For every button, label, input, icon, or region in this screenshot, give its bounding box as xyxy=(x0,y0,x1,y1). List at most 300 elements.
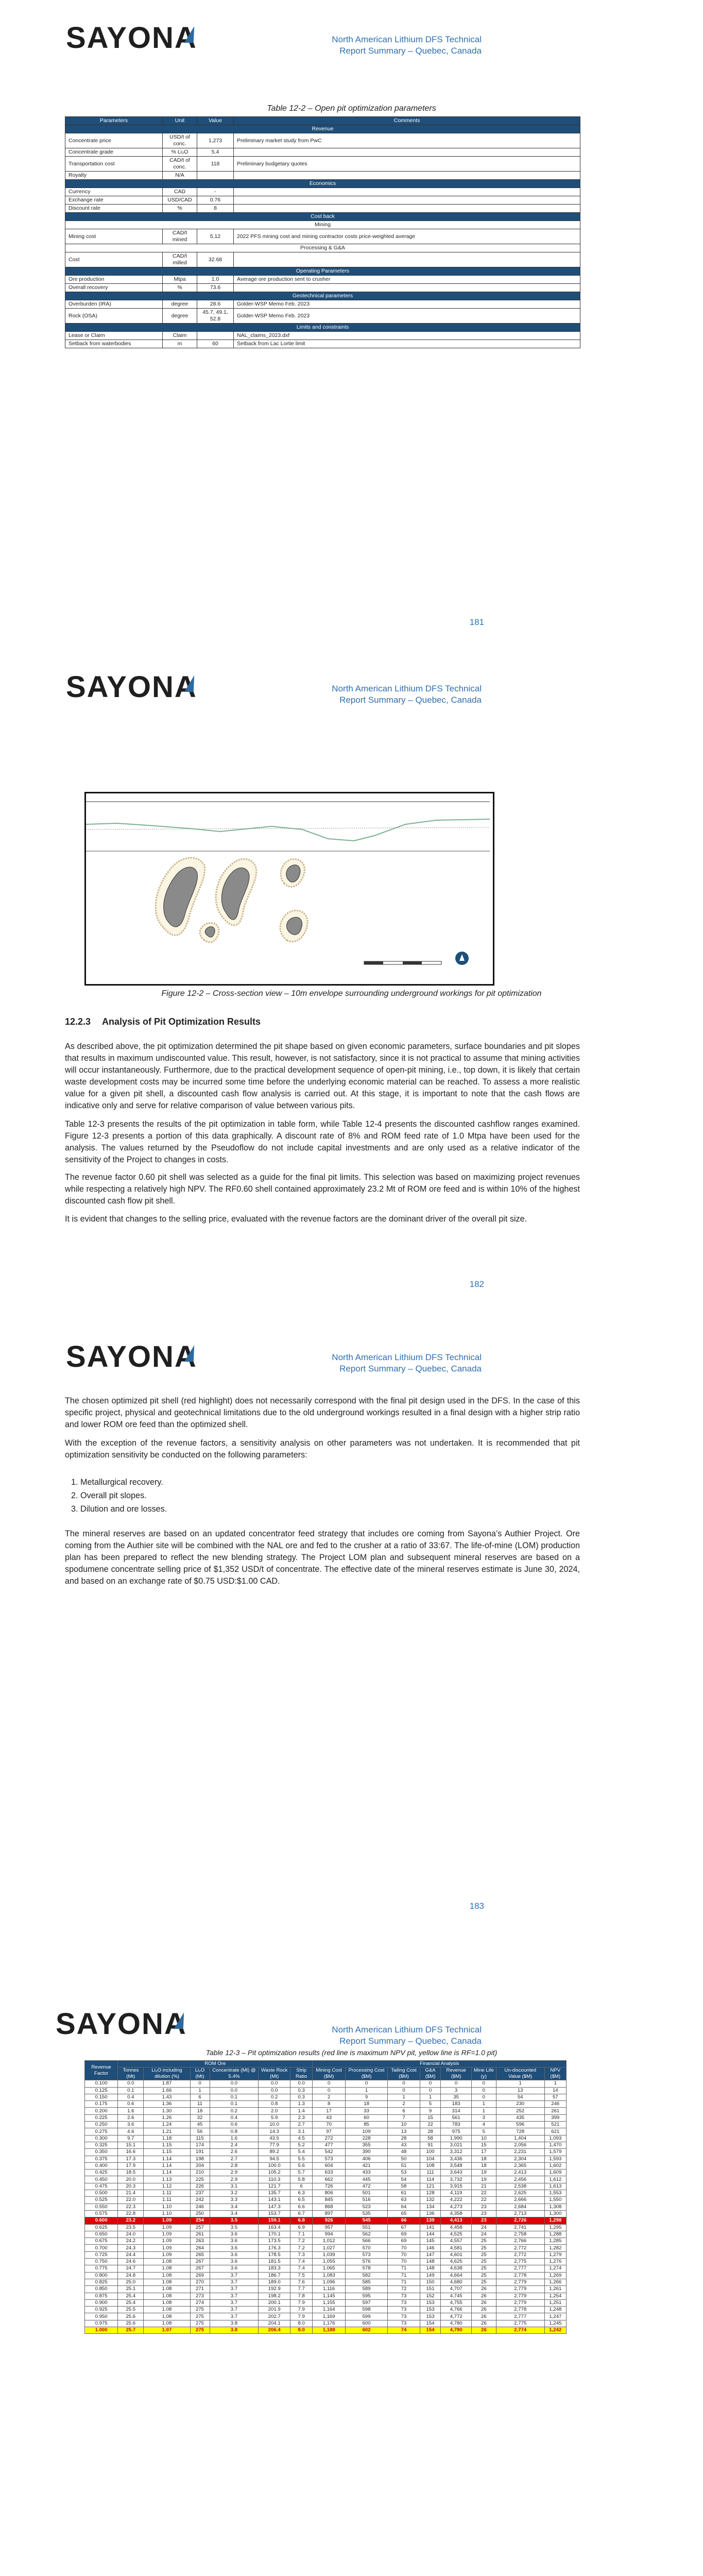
table-cell: 3.6 xyxy=(210,2265,259,2272)
table-cell: 25.0 xyxy=(118,2279,144,2285)
section-title: Revenue xyxy=(65,125,580,133)
table-cell: 2,775 xyxy=(496,2259,544,2265)
table-cell: 2,713 xyxy=(496,2210,544,2217)
section-title: Processing & G&A xyxy=(65,244,580,252)
table-cell: 1.4 xyxy=(290,2108,312,2114)
table-cell: 25 xyxy=(471,2265,496,2272)
table-cell: 115 xyxy=(190,2135,210,2142)
table-cell: 0 xyxy=(471,2080,496,2087)
table-cell: 3,312 xyxy=(441,2149,471,2156)
table-cell: 3.7 xyxy=(210,2293,259,2299)
table-caption: Table 12-3 – Pit optimization results (red line is maximum NPV pit, yellow line is RF=1.0 pit) xyxy=(205,2048,498,2057)
section-title: Mining xyxy=(65,221,580,229)
table-cell: degree xyxy=(163,300,197,309)
table-cell: 3.7 xyxy=(210,2313,259,2320)
table-cell: 114 xyxy=(420,2176,441,2183)
table-cell: 4,525 xyxy=(441,2231,471,2238)
table-cell: CAD/t of conc. xyxy=(163,157,197,172)
table-cell: 3.6 xyxy=(210,2251,259,2258)
table-cell: 237 xyxy=(190,2190,210,2197)
table-cell: 1.10 xyxy=(144,2204,190,2210)
table-cell: 0 xyxy=(313,2087,345,2094)
table-cell: 7.3 xyxy=(290,2251,312,2258)
table-cell: 201.9 xyxy=(259,2307,290,2313)
col-header: Parameters xyxy=(65,117,163,125)
table-cell: 257 xyxy=(190,2224,210,2231)
table-cell: 5.8 xyxy=(290,2176,312,2183)
table-cell: 1.09 xyxy=(144,2217,190,2224)
table-cell: 0.325 xyxy=(85,2142,118,2148)
table-cell: 0.525 xyxy=(85,2197,118,2204)
table-cell: 3,021 xyxy=(441,2142,471,2148)
table-row xyxy=(85,2142,567,2148)
table-cell: 0.700 xyxy=(85,2245,118,2251)
table-cell: 0.750 xyxy=(85,2259,118,2265)
report-header: North American Lithium DFS Technical Report Summary – Quebec, Canada xyxy=(332,35,482,56)
table-cell: 26 xyxy=(471,2286,496,2293)
table-cell: 7.4 xyxy=(290,2265,312,2272)
col-header: Strip Ratio xyxy=(290,2067,312,2080)
table-row xyxy=(65,340,580,348)
table-cell: 1.21 xyxy=(144,2128,190,2135)
table-cell: Overburden (IRA) xyxy=(65,300,163,309)
table-cell: 72 xyxy=(388,2286,420,2293)
table-cell: 516 xyxy=(345,2197,388,2204)
table-cell: 77.9 xyxy=(259,2142,290,2148)
table-cell: 0.200 xyxy=(85,2108,118,2114)
table-cell: 267 xyxy=(190,2259,210,2265)
table-cell: 228 xyxy=(345,2135,388,2142)
table-cell: 3.2 xyxy=(210,2190,259,2197)
table-cell: N/A xyxy=(163,172,197,180)
table-row xyxy=(85,2299,567,2306)
table-cell: 542 xyxy=(313,2149,345,2156)
table-row xyxy=(65,284,580,292)
table-cell: 1,269 xyxy=(544,2272,566,2279)
table-cell: 25.5 xyxy=(118,2307,144,2313)
table-cell: 0.125 xyxy=(85,2087,118,2094)
table-cell: 204.1 xyxy=(259,2320,290,2327)
table-cell: 69 xyxy=(388,2231,420,2238)
table-cell: 4,766 xyxy=(441,2307,471,2313)
page-181 xyxy=(0,0,703,644)
table-cell: 24.8 xyxy=(118,2272,144,2279)
sayona-logo: SAYONA xyxy=(66,21,197,55)
table-cell xyxy=(234,148,580,157)
table-cell: 183 xyxy=(441,2101,471,2108)
table-cell: 104 xyxy=(420,2156,441,2162)
table-cell: 274 xyxy=(190,2299,210,2306)
table-cell: CAD xyxy=(163,188,197,196)
table-cell: 1.08 xyxy=(144,2265,190,2272)
table-cell: 6.8 xyxy=(290,2217,312,2224)
table-cell: 149 xyxy=(420,2272,441,2279)
table-cell: 1.11 xyxy=(144,2197,190,2204)
table-cell: 1.09 xyxy=(144,2251,190,2258)
paragraph-2: Table 12-3 presents the results of the pit optimization in table form, while Table 12-4 presents the discounted cashflow ranges examined. Figure 12-3 presents a portion of this data graphically. A discount rate of 8% and ROM feed rate of 1.0 Mtpa have been used for the analysis. The values returned by the Pseudoflow do not include capital investments and are only used as a relative indicator of the sensitivity of the Project to changes in costs. xyxy=(65,1120,580,1164)
table-cell: 2,456 xyxy=(496,2176,544,2183)
table-cell: 65 xyxy=(388,2210,420,2217)
table-cell: 1.12 xyxy=(144,2183,190,2190)
table-cell: 1.13 xyxy=(144,2176,190,2183)
table-cell: 8.0 xyxy=(290,2327,312,2333)
table-cell: 1,247 xyxy=(544,2313,566,2320)
table-cell: 585 xyxy=(345,2279,388,2285)
table-cell: 13 xyxy=(388,2128,420,2135)
table-cell: Golder-WSP Memo Feb. 2023 xyxy=(234,300,580,309)
table-cell: Concentrate price xyxy=(65,133,163,148)
table-cell: 0 xyxy=(345,2080,388,2087)
table-cell: 1,055 xyxy=(313,2259,345,2265)
table-row xyxy=(65,229,580,244)
table-cell: 1.07 xyxy=(144,2327,190,2333)
table-cell: 230 xyxy=(496,2101,544,2108)
table-row xyxy=(65,205,580,213)
table-cell: 0 xyxy=(420,2087,441,2094)
table-cell: 3.7 xyxy=(210,2286,259,2293)
table-cell xyxy=(197,172,234,180)
table-cell: 145 xyxy=(420,2238,441,2245)
table-cell: 13 xyxy=(496,2087,544,2094)
table-cell: 25 xyxy=(471,2272,496,2279)
table-cell: 2.9 xyxy=(210,2176,259,2183)
table-row xyxy=(85,2135,567,2142)
table-cell: USD/CAD xyxy=(163,196,197,205)
table-cell: 2,413 xyxy=(496,2170,544,2176)
table-cell: 957 xyxy=(313,2224,345,2231)
table-cell: 225 xyxy=(190,2176,210,2183)
table-cell: 1.09 xyxy=(144,2238,190,2245)
table-cell: 4,772 xyxy=(441,2313,471,2320)
table-cell: 17 xyxy=(471,2149,496,2156)
table-cell: 136 xyxy=(420,2210,441,2217)
table-row xyxy=(85,2094,567,2100)
table-cell: 2.6 xyxy=(118,2114,144,2121)
paragraph-3: The mineral reserves are based on an updated concentrator feed strategy that includes ore coming from Sayona’s Authier Project. Ore coming from the Authier site will be combined with the NAL ore and fed to the crusher at a ratio of 33:67. The life-of-mine (LOM) production plan has been prepared to reflect the new blending strategy. The Project LOM plan and subsequent mineral reserves are based on a spodumene concentrate selling price of $1,352 USD/t of concentrate. The effective date of the mineral reserves estimate is June 30, 2024, and based on an exchange rate of $0.75 USD:$1.00 CAD. xyxy=(65,1529,580,1586)
table-row xyxy=(85,2149,567,2156)
table-cell: 1,096 xyxy=(313,2279,345,2285)
table-cell: 0.100 xyxy=(85,2080,118,2087)
table-cell: 2,666 xyxy=(496,2197,544,2204)
table-cell: 0.375 xyxy=(85,2156,118,2162)
table-cell: 0.0 xyxy=(290,2080,312,2087)
table-cell: 54 xyxy=(388,2176,420,2183)
table-cell: Lease or Claim xyxy=(65,332,163,340)
table-cell: 9 xyxy=(420,2108,441,2114)
table-cell: 0.3 xyxy=(290,2094,312,2100)
table-cell: 26 xyxy=(471,2320,496,2327)
table-row xyxy=(85,2327,567,2333)
open-pit-parameters-table xyxy=(65,116,580,348)
table-cell: 53 xyxy=(388,2170,420,2176)
table-cell: m xyxy=(163,340,197,348)
table-cell: 535 xyxy=(345,2210,388,2217)
table-row xyxy=(85,2101,567,2108)
table-cell: 897 xyxy=(313,2210,345,2217)
table-cell: 2,231 xyxy=(496,2149,544,2156)
table-cell: 67 xyxy=(388,2224,420,2231)
table-cell: 204 xyxy=(190,2162,210,2169)
table-cell: 1.08 xyxy=(144,2313,190,2320)
table-cell: 151 xyxy=(420,2286,441,2293)
table-cell: 60 xyxy=(197,340,234,348)
table-cell: 15 xyxy=(420,2114,441,2121)
page-number: 183 xyxy=(469,1901,484,1911)
table-cell: 2,778 xyxy=(496,2272,544,2279)
table-cell: 4,222 xyxy=(441,2197,471,2204)
table-cell: USD/t of conc. xyxy=(163,133,197,148)
table-cell: 11 xyxy=(190,2101,210,2108)
col-header: Li₂O including dilution (%) xyxy=(144,2067,190,2080)
table-cell: 2,758 xyxy=(496,2231,544,2238)
table-cell: 1,404 xyxy=(496,2135,544,2142)
table-cell: 2,779 xyxy=(496,2293,544,2299)
table-cell: 73 xyxy=(388,2293,420,2299)
table-cell: 272 xyxy=(313,2135,345,2142)
table-cell: 1,188 xyxy=(313,2327,345,2333)
table-cell: 163.4 xyxy=(259,2224,290,2231)
table-cell: 0 xyxy=(471,2087,496,2094)
table-cell: 406 xyxy=(345,2156,388,2162)
table-cell: 3.7 xyxy=(210,2272,259,2279)
table-cell: 3,915 xyxy=(441,2183,471,2190)
table-cell: 6.3 xyxy=(290,2190,312,2197)
table-cell: 58 xyxy=(420,2135,441,2142)
table-cell: 2,779 xyxy=(496,2286,544,2293)
list-item: 1. Metallurgical recovery. xyxy=(80,1476,167,1489)
table-cell: 18 xyxy=(471,2162,496,2169)
table-cell: 32 xyxy=(190,2114,210,2121)
table-cell: 0.400 xyxy=(85,2162,118,2169)
table-row xyxy=(65,332,580,340)
table-cell: 91 xyxy=(420,2142,441,2148)
table-cell: 110.3 xyxy=(259,2176,290,2183)
table-row xyxy=(65,188,580,196)
table-cell: 5.5 xyxy=(290,2156,312,2162)
table-cell: 1,273 xyxy=(197,133,234,148)
table-cell: 0.2 xyxy=(259,2094,290,2100)
section-title: Operating Parameters xyxy=(65,267,580,276)
table-cell: 0.1 xyxy=(210,2101,259,2108)
table-cell: 7.1 xyxy=(290,2231,312,2238)
table-cell: 275 xyxy=(190,2327,210,2333)
table-cell: 4.6 xyxy=(118,2128,144,2135)
table-cell: 54 xyxy=(496,2094,544,2100)
table-row xyxy=(85,2313,567,2320)
table-cell: 269 xyxy=(190,2272,210,2279)
table-cell: 1.08 xyxy=(144,2320,190,2327)
table-cell: - xyxy=(197,188,234,196)
table-cell: 1 xyxy=(388,2094,420,2100)
table-cell: 566 xyxy=(345,2238,388,2245)
table-cell: 3.8 xyxy=(210,2320,259,2327)
table-cell: 2,774 xyxy=(496,2327,544,2333)
section-row xyxy=(65,267,580,276)
table-cell: 121.7 xyxy=(259,2183,290,2190)
table-cell: 399 xyxy=(544,2114,566,2121)
table-row xyxy=(65,172,580,180)
table-cell: 85 xyxy=(345,2122,388,2128)
table-cell: 8 xyxy=(197,205,234,213)
table-cell: 153 xyxy=(420,2313,441,2320)
col-header: Tonnes (Mt) xyxy=(118,2067,144,2080)
section-row xyxy=(65,324,580,332)
table-cell: 4,664 xyxy=(441,2272,471,2279)
table-cell: 14.3 xyxy=(259,2128,290,2135)
table-cell: 0.500 xyxy=(85,2190,118,2197)
table-cell: 18 xyxy=(471,2156,496,2162)
table-row xyxy=(85,2108,567,2114)
table-cell: 24.0 xyxy=(118,2231,144,2238)
table-cell: % xyxy=(163,205,197,213)
table-cell: 0.600 xyxy=(85,2217,118,2224)
table-cell: 806 xyxy=(313,2190,345,2197)
table-cell: 4,680 xyxy=(441,2279,471,2285)
table-row xyxy=(85,2238,567,2245)
table-cell: 1,553 xyxy=(544,2190,566,2197)
table-row xyxy=(85,2259,567,2265)
table-cell: 1.11 xyxy=(144,2190,190,2197)
table-cell: 868 xyxy=(313,2204,345,2210)
table-row xyxy=(85,2286,567,2293)
table-cell: 633 xyxy=(313,2170,345,2176)
table-cell: 135.7 xyxy=(259,2190,290,2197)
table-cell: 8 xyxy=(313,2101,345,2108)
table-cell: 7 xyxy=(388,2114,420,2121)
table-cell xyxy=(234,205,580,213)
table-cell: 0.4 xyxy=(210,2114,259,2121)
table-cell xyxy=(234,196,580,205)
table-cell: 261 xyxy=(544,2108,566,2114)
table-cell: 0.450 xyxy=(85,2176,118,2183)
list-item: 2. Overall pit slopes. xyxy=(80,1489,167,1502)
table-cell: 191 xyxy=(190,2149,210,2156)
table-row xyxy=(85,2279,567,2285)
table-cell: 206.4 xyxy=(259,2327,290,2333)
table-cell: 7.8 xyxy=(290,2293,312,2299)
table-cell: 472 xyxy=(345,2183,388,2190)
table-cell: 4,273 xyxy=(441,2204,471,2210)
table-cell: 25 xyxy=(471,2238,496,2245)
cross-section-figure xyxy=(84,792,494,986)
table-cell: 2.7 xyxy=(210,2156,259,2162)
section-title: Limits and constraints xyxy=(65,324,580,332)
table-cell: 24.7 xyxy=(118,2265,144,2272)
table-cell: CAD/t milled xyxy=(163,252,197,267)
section-row xyxy=(65,180,580,188)
table-cell: 0.1 xyxy=(210,2094,259,2100)
table-cell: 7.7 xyxy=(290,2286,312,2293)
table-cell: 261 xyxy=(190,2231,210,2238)
table-cell: 271 xyxy=(190,2286,210,2293)
table-cell: 2,726 xyxy=(496,2217,544,2224)
table-cell: 25 xyxy=(471,2245,496,2251)
paragraph-3: The revenue factor 0.60 pit shell was selected as a guide for the final pit limits. This selection was based on maximizing project revenues while respecting a relatively high NPV. The RF0.60 shell contained approximately 23.2 Mt of ROM ore feed and is within 10% of the highest discounted cash flow pit shell. xyxy=(65,1173,580,1206)
table-cell: 7.6 xyxy=(290,2279,312,2285)
table-cell: 0.275 xyxy=(85,2128,118,2135)
table-cell: 252 xyxy=(496,2108,544,2114)
table-cell: 0.800 xyxy=(85,2272,118,2279)
table-cell: 24.3 xyxy=(118,2245,144,2251)
table-cell: 134 xyxy=(420,2204,441,2210)
table-cell: 66 xyxy=(388,2217,420,2224)
table-cell: 25.1 xyxy=(118,2286,144,2293)
table-cell: 2,766 xyxy=(496,2238,544,2245)
table-cell: 501 xyxy=(345,2190,388,2197)
table-cell: 1,990 xyxy=(441,2135,471,2142)
table-cell: 25.4 xyxy=(118,2299,144,2306)
table-cell: 3.6 xyxy=(210,2245,259,2251)
table-row xyxy=(85,2128,567,2135)
table-cell: 1,612 xyxy=(544,2176,566,2183)
table-cell: 23 xyxy=(471,2217,496,2224)
table-cell: 2,056 xyxy=(496,2142,544,2148)
table-cell: 4,557 xyxy=(441,2238,471,2245)
table-cell: 0.675 xyxy=(85,2238,118,2245)
table-cell: 0 xyxy=(388,2080,420,2087)
table-cell: 1,164 xyxy=(313,2307,345,2313)
table-cell: 545 xyxy=(345,2217,388,2224)
table-cell: 1,169 xyxy=(313,2313,345,2320)
table-cell: 1,176 xyxy=(313,2320,345,2327)
table-cell: 270 xyxy=(190,2279,210,2285)
table-cell: 2,779 xyxy=(496,2279,544,2285)
table-cell: 1,288 xyxy=(544,2231,566,2238)
table-cell: 150 xyxy=(420,2279,441,2285)
table-cell: Royalty xyxy=(65,172,163,180)
table-cell: 51 xyxy=(388,2162,420,2169)
table-cell: 1,251 xyxy=(544,2299,566,2306)
table-cell: Concentrate grade xyxy=(65,148,163,157)
table-cell: 32.68 xyxy=(197,252,234,267)
table-cell: 198 xyxy=(190,2156,210,2162)
table-cell: 250 xyxy=(190,2210,210,2217)
col-header: G&A ($M) xyxy=(420,2067,441,2080)
table-row xyxy=(85,2224,567,2231)
table-cell: 178.5 xyxy=(259,2251,290,2258)
table-cell: 1.08 xyxy=(144,2286,190,2293)
table-cell: 1 xyxy=(190,2087,210,2094)
table-cell: 2,625 xyxy=(496,2190,544,2197)
table-cell: 189.0 xyxy=(259,2279,290,2285)
table-cell: 2 xyxy=(313,2094,345,2100)
report-header: North American Lithium DFS Technical Report Summary – Quebec, Canada xyxy=(332,684,482,705)
table-cell: 1,266 xyxy=(544,2279,566,2285)
figure-caption: Figure 12-2 – Cross-section view – 10m envelope surrounding underground workings for pit optimization xyxy=(161,989,542,998)
table-cell: 20.3 xyxy=(118,2183,144,2190)
table-cell: 3,548 xyxy=(441,2162,471,2169)
table-cell: 0.475 xyxy=(85,2183,118,2190)
table-cell: 58 xyxy=(388,2183,420,2190)
table-cell: 726 xyxy=(313,2183,345,2190)
table-cell: 3.5 xyxy=(210,2217,259,2224)
table-cell: 23 xyxy=(471,2210,496,2217)
table-cell: 3.6 xyxy=(210,2238,259,2245)
table-cell: 435 xyxy=(496,2114,544,2121)
table-cell: 28 xyxy=(388,2135,420,2142)
col-header: NPV ($M) xyxy=(544,2067,566,2080)
table-cell: 521 xyxy=(544,2122,566,2128)
table-cell: 783 xyxy=(441,2122,471,2128)
section-row xyxy=(65,221,580,229)
table-cell: 25.6 xyxy=(118,2313,144,2320)
table-cell: 2,779 xyxy=(496,2299,544,2306)
table-cell: 6 xyxy=(388,2108,420,2114)
table-cell: 728 xyxy=(496,2128,544,2135)
table-cell: 4 xyxy=(471,2122,496,2128)
table-cell: 5.4 xyxy=(290,2149,312,2156)
table-cell: 1 xyxy=(496,2080,544,2087)
